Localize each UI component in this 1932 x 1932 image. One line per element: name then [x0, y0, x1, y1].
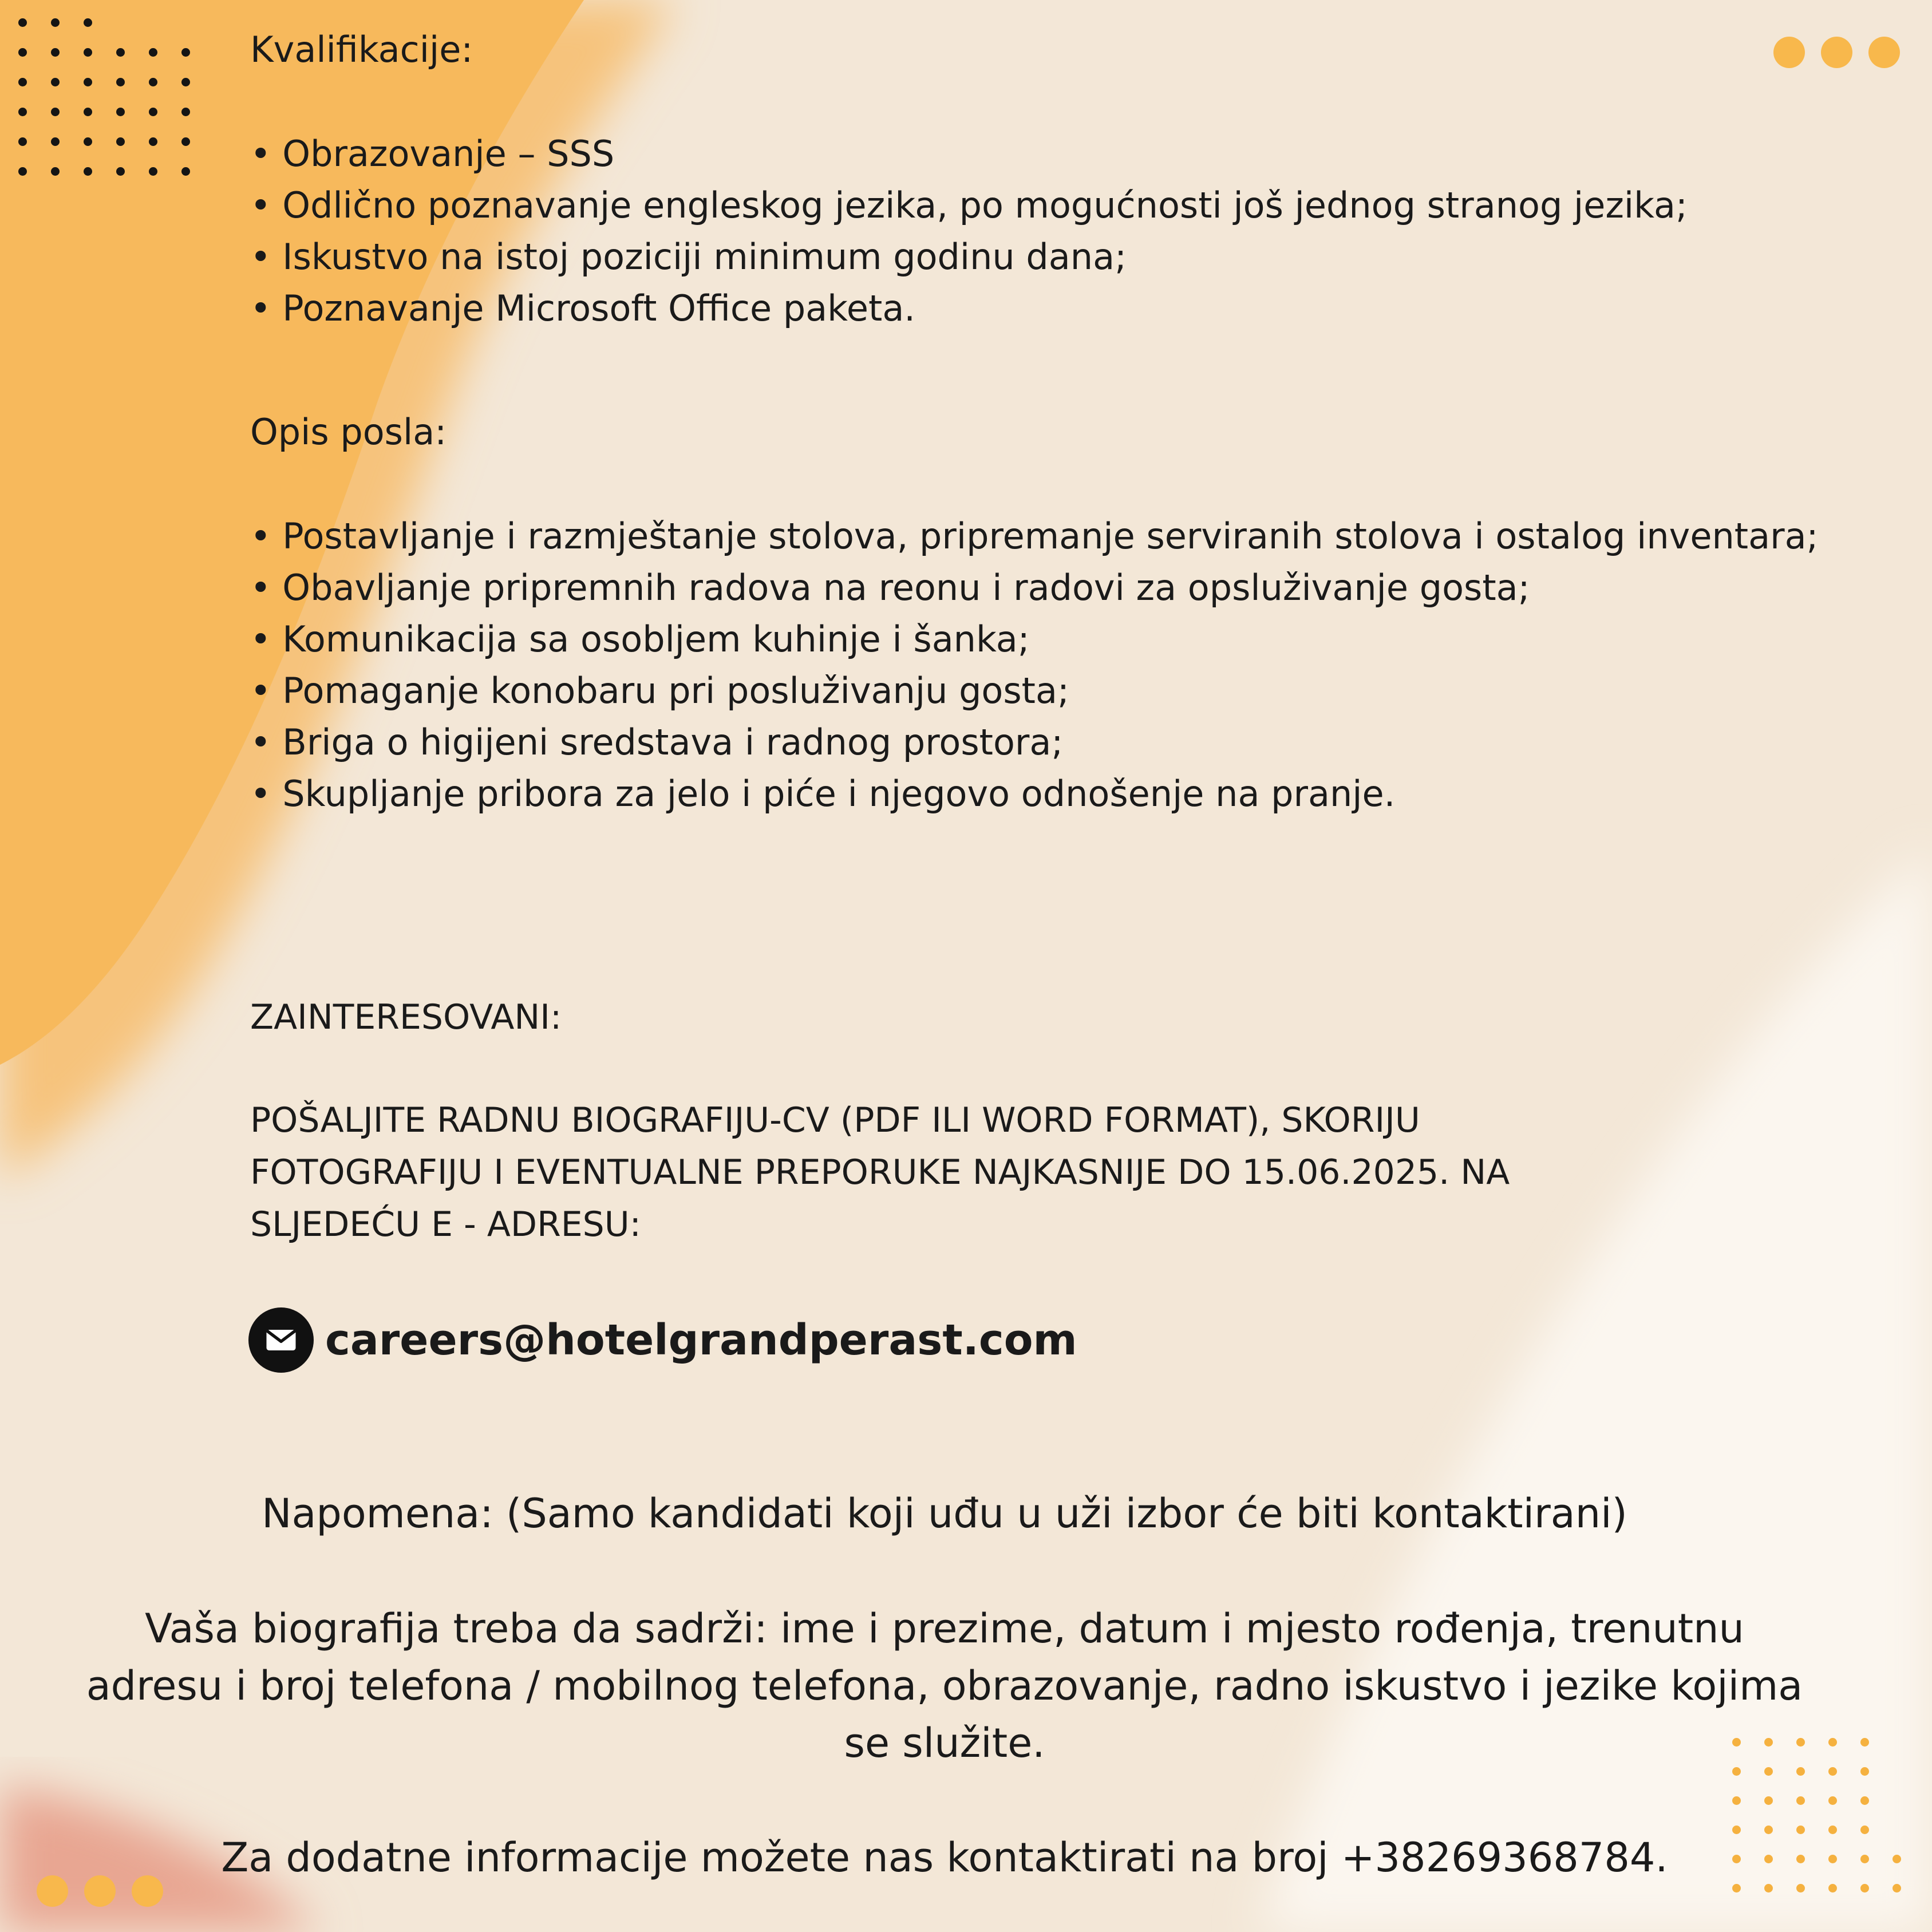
decorative-dot	[1732, 1796, 1741, 1805]
decorative-circles-top-right	[1773, 37, 1900, 68]
decorative-dot	[84, 167, 92, 176]
decorative-dot	[1764, 1767, 1773, 1776]
decorative-dot	[1732, 1767, 1741, 1776]
decorative-circles-bottom-left	[37, 1875, 163, 1907]
decorative-dot	[1764, 1884, 1773, 1893]
decorative-dot	[181, 108, 190, 116]
decorative-dot	[18, 18, 27, 27]
decorative-dot	[18, 108, 27, 116]
decorative-dot	[149, 137, 157, 146]
instruction-line: FOTOGRAFIJU I EVENTUALNE PREPORUKE NAJKASNIJE DO 15.06.2025. NA	[250, 1152, 1510, 1192]
decorative-dot	[1893, 1855, 1901, 1863]
mail-icon	[248, 1307, 314, 1373]
decorative-dot	[1828, 1884, 1837, 1893]
decorative-dot	[1764, 1738, 1773, 1747]
decorative-dot	[18, 78, 27, 86]
email-link[interactable]: careers@hotelgrandperast.com	[325, 1315, 1077, 1365]
job-description-item: • Skupljanje pribora za jelo i piće i njegovo odnošenje na pranje.	[250, 768, 1818, 820]
decorative-dot	[1764, 1855, 1773, 1863]
decorative-dot	[1828, 1796, 1837, 1805]
cv-requirements	[34, 1600, 1855, 1772]
decorative-dot	[1796, 1767, 1805, 1776]
decorative-dot	[84, 48, 92, 57]
job-description-item: • Pomaganje konobaru pri posluživanju gosta;	[250, 665, 1818, 717]
decorative-dot	[1764, 1826, 1773, 1834]
decorative-dot	[1828, 1826, 1837, 1834]
decorative-dot	[181, 167, 190, 176]
decorative-dot	[51, 108, 60, 116]
decorative-dot	[1860, 1796, 1869, 1805]
interested-heading: ZAINTERESOVANI:	[250, 997, 562, 1037]
decorative-dot	[1860, 1855, 1869, 1863]
job-description-item: • Komunikacija sa osobljem kuhinje i šanka;	[250, 614, 1818, 665]
decorative-dot	[149, 167, 157, 176]
decorative-dot	[1796, 1796, 1805, 1805]
application-instructions	[250, 1095, 1624, 1251]
decorative-dot	[1860, 1767, 1869, 1776]
decorative-dot	[116, 48, 125, 57]
decorative-dot	[149, 108, 157, 116]
decorative-dot	[181, 78, 190, 86]
decorative-dot	[1732, 1855, 1741, 1863]
cv-requirements-line: se služite.	[844, 1720, 1045, 1767]
decorative-dot	[149, 78, 157, 86]
decorative-dot	[1796, 1826, 1805, 1834]
decorative-dot	[181, 48, 190, 57]
decorative-dot	[181, 137, 190, 146]
job-description-item: • Briga o higijeni sredstava i radnog prostora;	[250, 717, 1818, 768]
decorative-dot	[116, 108, 125, 116]
decorative-dot	[1732, 1826, 1741, 1834]
decorative-dot	[18, 48, 27, 57]
note-text: Napomena: (Samo kandidati koji uđu u uži izbor će biti kontaktirani)	[262, 1490, 1627, 1537]
decorative-dot	[18, 167, 27, 176]
decorative-dot	[1860, 1738, 1869, 1747]
decorative-dot	[1796, 1738, 1805, 1747]
job-description-heading: Opis posla:	[250, 411, 447, 453]
decorative-dot-grid-top-left	[18, 18, 214, 176]
job-description-item: • Obavljanje pripremnih radova na reonu i radovi za opsluživanje gosta;	[250, 562, 1818, 614]
decorative-dot	[84, 78, 92, 86]
decorative-dot	[1732, 1738, 1741, 1747]
qualification-item: • Odlično poznavanje engleskog jezika, po mogućnosti još jednog stranog jezika;	[250, 180, 1688, 231]
decorative-dot	[1860, 1826, 1869, 1834]
decorative-dot	[1828, 1767, 1837, 1776]
instruction-line: POŠALJITE RADNU BIOGRAFIJU-CV (PDF ILI WORD FORMAT), SKORIJU	[250, 1100, 1420, 1140]
instruction-line: SLJEDEĆU E - ADRESU:	[250, 1204, 641, 1244]
qualifications-heading: Kvalifikacije:	[250, 29, 473, 70]
qualification-item: • Obrazovanje – SSS	[250, 128, 1688, 180]
decorative-dot	[116, 137, 125, 146]
decorative-dot	[1764, 1796, 1773, 1805]
decorative-dot	[1796, 1855, 1805, 1863]
qualification-item: • Poznavanje Microsoft Office paketa.	[250, 283, 1688, 334]
email-contact[interactable]	[248, 1307, 1077, 1373]
decorative-dot	[51, 167, 60, 176]
decorative-dot	[149, 48, 157, 57]
decorative-dot	[51, 48, 60, 57]
decorative-dot	[51, 78, 60, 86]
contact-phone-text: Za dodatne informacije možete nas kontaktirati na broj +38269368784.	[221, 1834, 1668, 1881]
decorative-dot	[1828, 1738, 1837, 1747]
cv-requirements-line: adresu i broj telefona / mobilnog telefona, obrazovanje, radno iskustvo i jezike kojima	[86, 1662, 1803, 1709]
job-description-list	[250, 511, 1818, 820]
decorative-dot	[51, 137, 60, 146]
job-description-item: • Postavljanje i razmještanje stolova, pripremanje serviranih stolova i ostalog inventara;	[250, 511, 1818, 562]
decorative-dot	[116, 167, 125, 176]
decorative-dot	[84, 18, 92, 27]
decorative-dot	[84, 108, 92, 116]
decorative-dot-grid-bottom-right	[1732, 1738, 1925, 1893]
decorative-dot	[1893, 1884, 1901, 1893]
decorative-dot	[51, 18, 60, 27]
qualifications-list	[250, 128, 1688, 334]
decorative-dot	[84, 137, 92, 146]
decorative-dot	[18, 137, 27, 146]
decorative-dot	[1796, 1884, 1805, 1893]
qualification-item: • Iskustvo na istoj poziciji minimum godinu dana;	[250, 231, 1688, 283]
decorative-dot	[1732, 1884, 1741, 1893]
decorative-dot	[1860, 1884, 1869, 1893]
decorative-dot	[116, 78, 125, 86]
cv-requirements-line: Vaša biografija treba da sadrži: ime i prezime, datum i mjesto rođenja, trenutnu	[145, 1605, 1744, 1652]
decorative-dot	[1828, 1855, 1837, 1863]
